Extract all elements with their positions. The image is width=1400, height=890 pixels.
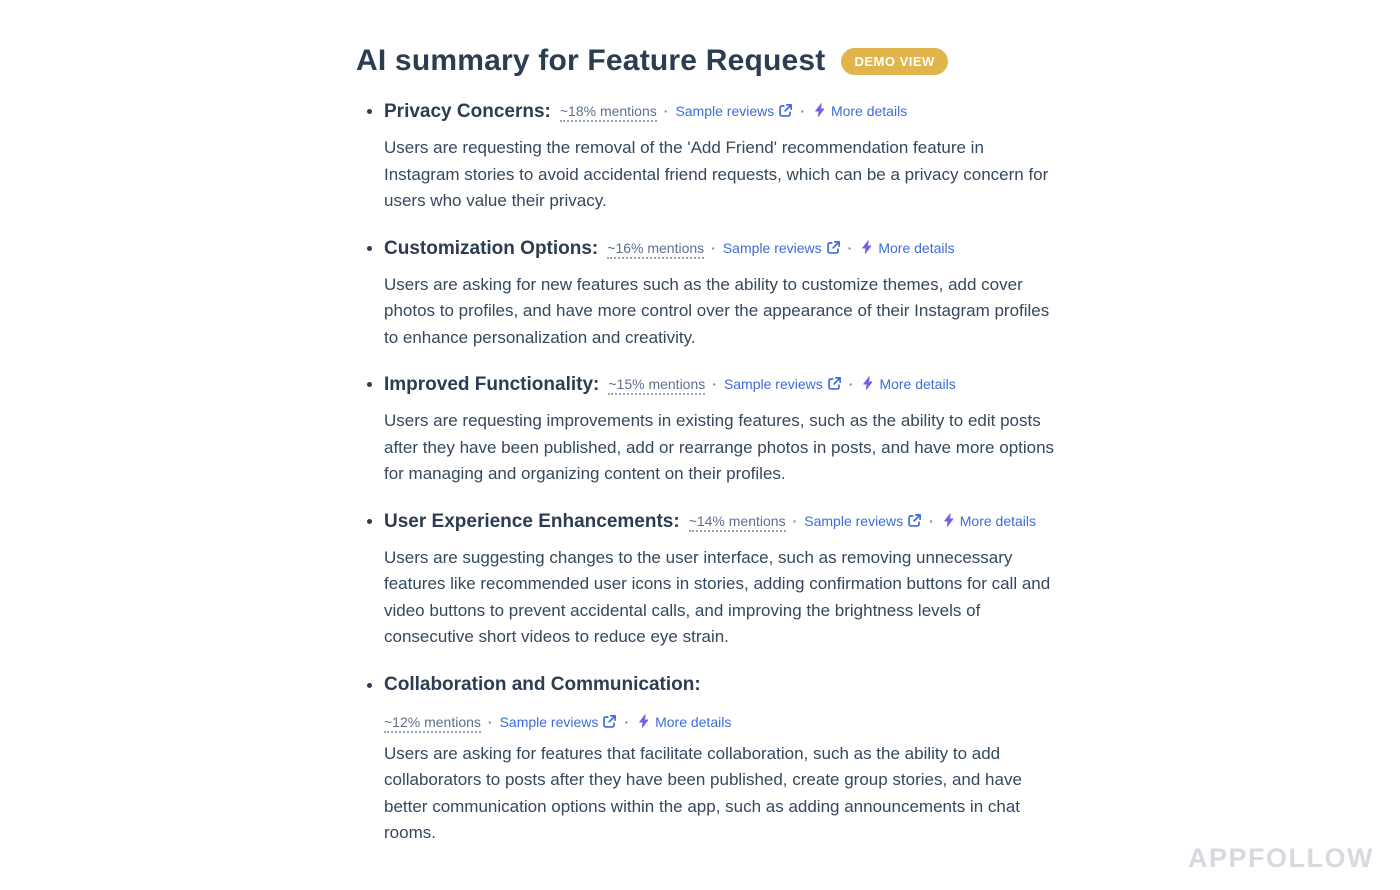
item-description: Users are suggesting changes to the user interface, such as removing unnecessary features like recommended user icons in stories, adding confirmation buttons for call and video buttons to prevent accidental calls, and improving the brightness levels of consecutive short videos to reduce eye strain. xyxy=(384,547,1051,647)
separator: · xyxy=(712,376,717,393)
summary-item-user-experience-enhancements xyxy=(384,504,1062,651)
sample-reviews-label: Sample reviews xyxy=(499,713,599,730)
more-details-link[interactable] xyxy=(859,240,954,256)
item-description: Users are requesting the removal of the 'Add Friend' recommendation feature in Instagram stories to avoid accidental friend requests, which can be a privacy concern for users who value their privacy. xyxy=(384,138,1049,211)
mentions-stat[interactable]: ~15% mentions xyxy=(608,376,705,395)
external-link-icon xyxy=(827,376,842,391)
more-details-label: More details xyxy=(830,103,908,119)
sample-reviews-link[interactable] xyxy=(500,714,618,730)
separator: · xyxy=(663,103,669,119)
item-description: Users are asking for features that facilitate collaboration, such as the ability to add collaborators to posts after they have been published, create group stories, and have better communication options within the app, such as adding announcements in chat rooms. xyxy=(384,743,1022,843)
sample-reviews-label: Sample reviews xyxy=(722,239,822,256)
sample-reviews-link[interactable] xyxy=(675,103,793,119)
separator: · xyxy=(711,239,716,256)
more-details-label: More details xyxy=(655,713,732,730)
sample-reviews-link[interactable] xyxy=(724,376,842,392)
item-head xyxy=(384,94,1062,130)
separator: · xyxy=(847,239,853,256)
separator: · xyxy=(929,512,934,529)
lightning-bolt-icon xyxy=(636,713,652,729)
separator: · xyxy=(848,376,854,393)
lightning-bolt-icon xyxy=(941,512,957,528)
external-link-icon xyxy=(778,103,793,118)
mentions-stat[interactable]: ~18% mentions xyxy=(560,103,657,122)
separator: · xyxy=(800,103,805,119)
summary-item-privacy-concerns xyxy=(384,94,1062,215)
lightning-bolt-icon xyxy=(860,375,876,391)
title-row xyxy=(356,44,1062,78)
separator: · xyxy=(487,713,493,730)
sample-reviews-link[interactable] xyxy=(804,513,922,529)
sample-reviews-label: Sample reviews xyxy=(804,512,904,529)
summary-list xyxy=(356,94,1062,847)
more-details-label: More details xyxy=(959,512,1037,529)
summary-item-collaboration-and-communication xyxy=(384,667,1062,847)
item-heading: • Collaboration and Communication: xyxy=(384,673,701,695)
item-head xyxy=(384,504,1062,540)
external-link-icon xyxy=(602,714,617,729)
summary-item-improved-functionality xyxy=(384,367,1062,488)
more-details-link[interactable] xyxy=(941,513,1036,529)
lightning-bolt-icon xyxy=(812,102,828,118)
separator: · xyxy=(624,713,630,730)
separator: · xyxy=(792,512,798,529)
item-head xyxy=(384,667,1062,736)
ai-summary-panel xyxy=(356,44,1062,863)
page-title: AI summary for Feature Request xyxy=(356,44,826,77)
item-head xyxy=(384,367,1062,403)
more-details-link[interactable] xyxy=(636,714,731,730)
sample-reviews-label: Sample reviews xyxy=(675,103,775,119)
item-heading: Privacy Concerns: xyxy=(384,101,551,122)
mentions-stat[interactable]: ~14% mentions xyxy=(689,513,786,532)
more-details-label: More details xyxy=(878,239,955,256)
demo-view-badge: DEMO VIEW xyxy=(841,48,947,75)
external-link-icon xyxy=(826,240,841,255)
sample-reviews-label: Sample reviews xyxy=(723,376,823,393)
item-heading: User Experience Enhancements: xyxy=(384,510,680,532)
external-link-icon xyxy=(907,513,922,528)
more-details-link[interactable] xyxy=(860,376,955,392)
appfollow-watermark: APPFOLLOW xyxy=(1188,843,1374,873)
item-head xyxy=(384,231,1062,267)
mentions-stat[interactable]: ~16% mentions xyxy=(607,240,704,259)
more-details-link[interactable] xyxy=(812,103,907,119)
item-description: Users are requesting improvements in existing features, such as the ability to edit posts after they have been published, add or rearrange photos in posts, and have more options for managing and organizing content on their profiles. xyxy=(384,411,1055,484)
item-heading: Customization Options: xyxy=(384,237,599,259)
mentions-stat[interactable]: ~12% mentions xyxy=(384,714,481,733)
item-description: Users are asking for new features such as the ability to customize themes, add cover photos to profiles, and have more control over the appearance of their Instagram profiles to enhance personalization and creativity. xyxy=(384,274,1050,347)
summary-item-customization-options xyxy=(384,231,1062,352)
more-details-label: More details xyxy=(879,376,956,393)
item-heading: Improved Functionality: xyxy=(384,374,600,396)
lightning-bolt-icon xyxy=(859,239,875,255)
sample-reviews-link[interactable] xyxy=(723,240,841,256)
